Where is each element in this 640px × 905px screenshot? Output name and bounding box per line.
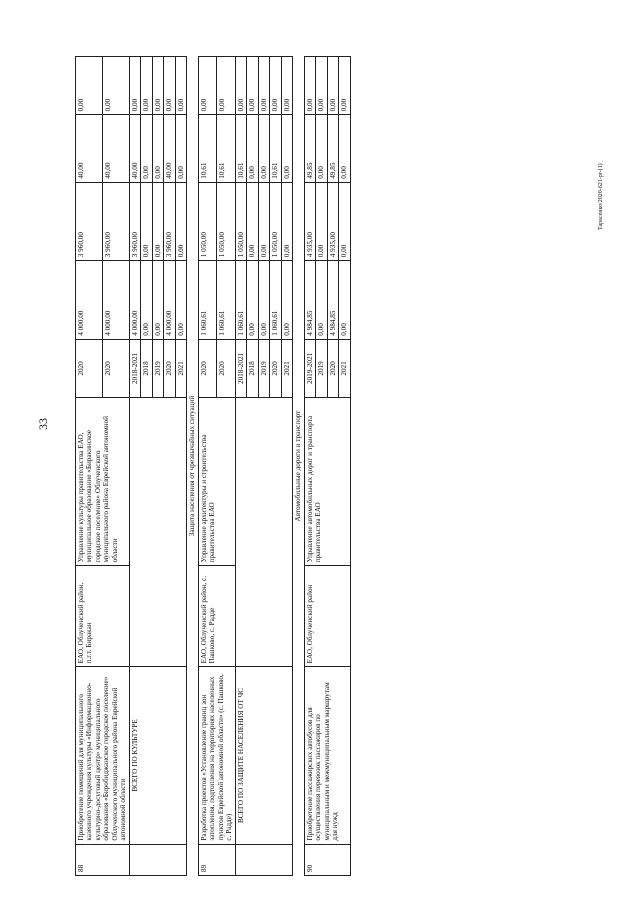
- project-name: Приобретение пассажирских автобусов для осуществления перевозок пассажиров по муниципальным и межмуниципальным маршрутам для нужд: [304, 667, 350, 844]
- amount-cell: 0,00: [247, 57, 258, 115]
- amount-cell: 0,00: [281, 182, 292, 261]
- amount-cell: 0,00: [258, 115, 269, 182]
- amount-cell: 1 050,00: [270, 182, 281, 261]
- year-cell: 2021: [281, 339, 292, 397]
- amount-cell: 0,00: [141, 115, 152, 182]
- year-cell: 2018-2021: [129, 339, 140, 397]
- project-location: ЕАО, Облученский район, п.г.т. Биракан: [76, 566, 130, 667]
- amount-cell: 0,00: [247, 182, 258, 261]
- amount-cell: 0,00: [217, 57, 235, 115]
- year-cell: 2018: [247, 339, 258, 397]
- amount-cell: 49,85: [304, 115, 315, 182]
- project-name: Приобретение помещений для муниципального казенного учреждения культуры «Информационно-культурно-досуговый центр» муниципального образования «Биробиджанское городское поселение» Облученского муниципального района Еврейской автономной области: [76, 667, 130, 844]
- amount-cell: 40,00: [129, 115, 140, 182]
- amount-cell: 0,00: [164, 57, 175, 115]
- amount-cell: 0,00: [141, 182, 152, 261]
- year-cell: 2020: [327, 339, 338, 397]
- year-cell: 2019: [316, 339, 327, 397]
- amount-cell: 0,00: [281, 261, 292, 340]
- total-label: ВСЕГО ПО КУЛЬТУРЕ: [129, 667, 186, 844]
- amount-cell: 4 935,00: [327, 182, 338, 261]
- year-cell: 2020: [76, 339, 103, 397]
- amount-cell: 0,00: [304, 57, 315, 115]
- row-number: 88: [76, 844, 130, 875]
- amount-cell: 0,00: [175, 115, 186, 182]
- year-cell: 2019: [258, 339, 269, 397]
- row-number: 90: [304, 844, 350, 875]
- amount-cell: 0,00: [258, 57, 269, 115]
- page-number: 33: [36, 418, 50, 430]
- amount-cell: 0,00: [270, 57, 281, 115]
- year-cell: 2020: [270, 339, 281, 397]
- project-location: ЕАО, Облученский район: [304, 566, 350, 667]
- amount-cell: 0,00: [141, 261, 152, 340]
- amount-cell: 10,61: [270, 115, 281, 182]
- amount-cell: 0,00: [152, 57, 163, 115]
- table-row: [198, 57, 216, 876]
- amount-cell: 1 050,00: [198, 182, 216, 261]
- amount-cell: 0,00: [316, 182, 327, 261]
- total-spacer: [235, 844, 292, 875]
- amount-cell: 0,00: [198, 57, 216, 115]
- amount-cell: 4 000,00: [129, 261, 140, 340]
- section-row: [187, 57, 198, 876]
- total-row: [129, 57, 140, 876]
- amount-cell: 10,61: [235, 115, 246, 182]
- year-cell: 2019-2021: [304, 339, 315, 397]
- amount-cell: 4 984,85: [304, 261, 315, 340]
- footer-code: Тарасенко/2020-621-pr-(1): [598, 163, 604, 230]
- amount-cell: 1 060,61: [235, 261, 246, 340]
- amount-cell: 0,00: [152, 115, 163, 182]
- row-number: 89: [198, 844, 235, 875]
- amount-cell: 10,61: [217, 115, 235, 182]
- amount-cell: 1 050,00: [217, 182, 235, 261]
- amount-cell: 0,00: [339, 115, 350, 182]
- amount-cell: 0,00: [281, 57, 292, 115]
- amount-cell: 0,00: [258, 182, 269, 261]
- amount-cell: 0,00: [258, 261, 269, 340]
- amount-cell: 4 000,00: [102, 261, 129, 340]
- year-cell: 2020: [102, 339, 129, 397]
- rotated-table-area: [75, 56, 503, 876]
- project-location: ЕАО, Облученский район, с. Пашково, с. Радде: [198, 566, 235, 667]
- amount-cell: 0,00: [339, 57, 350, 115]
- year-cell: 2021: [339, 339, 350, 397]
- amount-cell: 49,85: [327, 115, 338, 182]
- table-row: [304, 57, 315, 876]
- year-cell: 2018: [141, 339, 152, 397]
- section-row: [293, 57, 304, 876]
- amount-cell: 4 935,00: [304, 182, 315, 261]
- amount-cell: 0,00: [175, 57, 186, 115]
- amount-cell: 0,00: [152, 261, 163, 340]
- year-cell: 2020: [198, 339, 216, 397]
- year-cell: 2020: [217, 339, 235, 397]
- amount-cell: 0,00: [316, 115, 327, 182]
- amount-cell: 10,61: [198, 115, 216, 182]
- amount-cell: 40,00: [164, 115, 175, 182]
- amount-cell: 4 984,85: [327, 261, 338, 340]
- amount-cell: 40,00: [76, 115, 103, 182]
- total-spacer: [235, 398, 292, 667]
- amount-cell: 0,00: [141, 57, 152, 115]
- amount-cell: 0,00: [152, 182, 163, 261]
- amount-cell: 3 960,00: [164, 182, 175, 261]
- total-spacer: [129, 844, 186, 875]
- total-row: [235, 57, 246, 876]
- year-cell: 2019: [152, 339, 163, 397]
- project-executor: Управление культуры правительства ЕАО, муниципальное образование «Биракинское городское поселение» Облученского муниципального района Еврейской автономной области: [76, 398, 130, 566]
- amount-cell: 0,00: [175, 261, 186, 340]
- amount-cell: 1 060,61: [198, 261, 216, 340]
- section-title: Защита населения от чрезвычайных ситуаций: [187, 57, 198, 876]
- amount-cell: 3 960,00: [129, 182, 140, 261]
- amount-cell: 3 960,00: [76, 182, 103, 261]
- year-cell: 2021: [175, 339, 186, 397]
- amount-cell: 0,00: [76, 57, 103, 115]
- amount-cell: 0,00: [327, 57, 338, 115]
- total-label: ВСЕГО ПО ЗАЩИТЕ НАСЕЛЕНИЯ ОТ ЧС: [235, 667, 292, 844]
- total-spacer: [129, 398, 186, 667]
- amount-cell: 0,00: [102, 57, 129, 115]
- amount-cell: 0,00: [316, 57, 327, 115]
- table-row: [76, 57, 103, 876]
- section-title: Автомобильные дороги и транспорт: [293, 57, 304, 876]
- amount-cell: 1 060,61: [270, 261, 281, 340]
- project-executor: Управление архитектуры и строительства правительства ЕАО: [198, 398, 235, 566]
- amount-cell: 0,00: [316, 261, 327, 340]
- amount-cell: 0,00: [339, 182, 350, 261]
- amount-cell: 4 000,00: [164, 261, 175, 340]
- budget-table: [75, 56, 351, 876]
- amount-cell: 3 960,00: [102, 182, 129, 261]
- amount-cell: 4 000,00: [76, 261, 103, 340]
- project-executor: Управление автомобильных дорог и транспорта правительства ЕАО: [304, 398, 350, 566]
- amount-cell: 40,00: [102, 115, 129, 182]
- amount-cell: 1 060,61: [217, 261, 235, 340]
- project-name: Разработка проектов «Установление границ зон затопления, подтопления на территориях населенных пунктов Еврейской автономной области» (с. Пашково, с. Радде): [198, 667, 235, 844]
- amount-cell: 0,00: [247, 115, 258, 182]
- year-cell: 2018-2021: [235, 339, 246, 397]
- year-cell: 2020: [164, 339, 175, 397]
- amount-cell: 0,00: [281, 115, 292, 182]
- amount-cell: 0,00: [235, 57, 246, 115]
- amount-cell: 1 050,00: [235, 182, 246, 261]
- amount-cell: 0,00: [247, 261, 258, 340]
- amount-cell: 0,00: [339, 261, 350, 340]
- amount-cell: 0,00: [175, 182, 186, 261]
- amount-cell: 0,00: [129, 57, 140, 115]
